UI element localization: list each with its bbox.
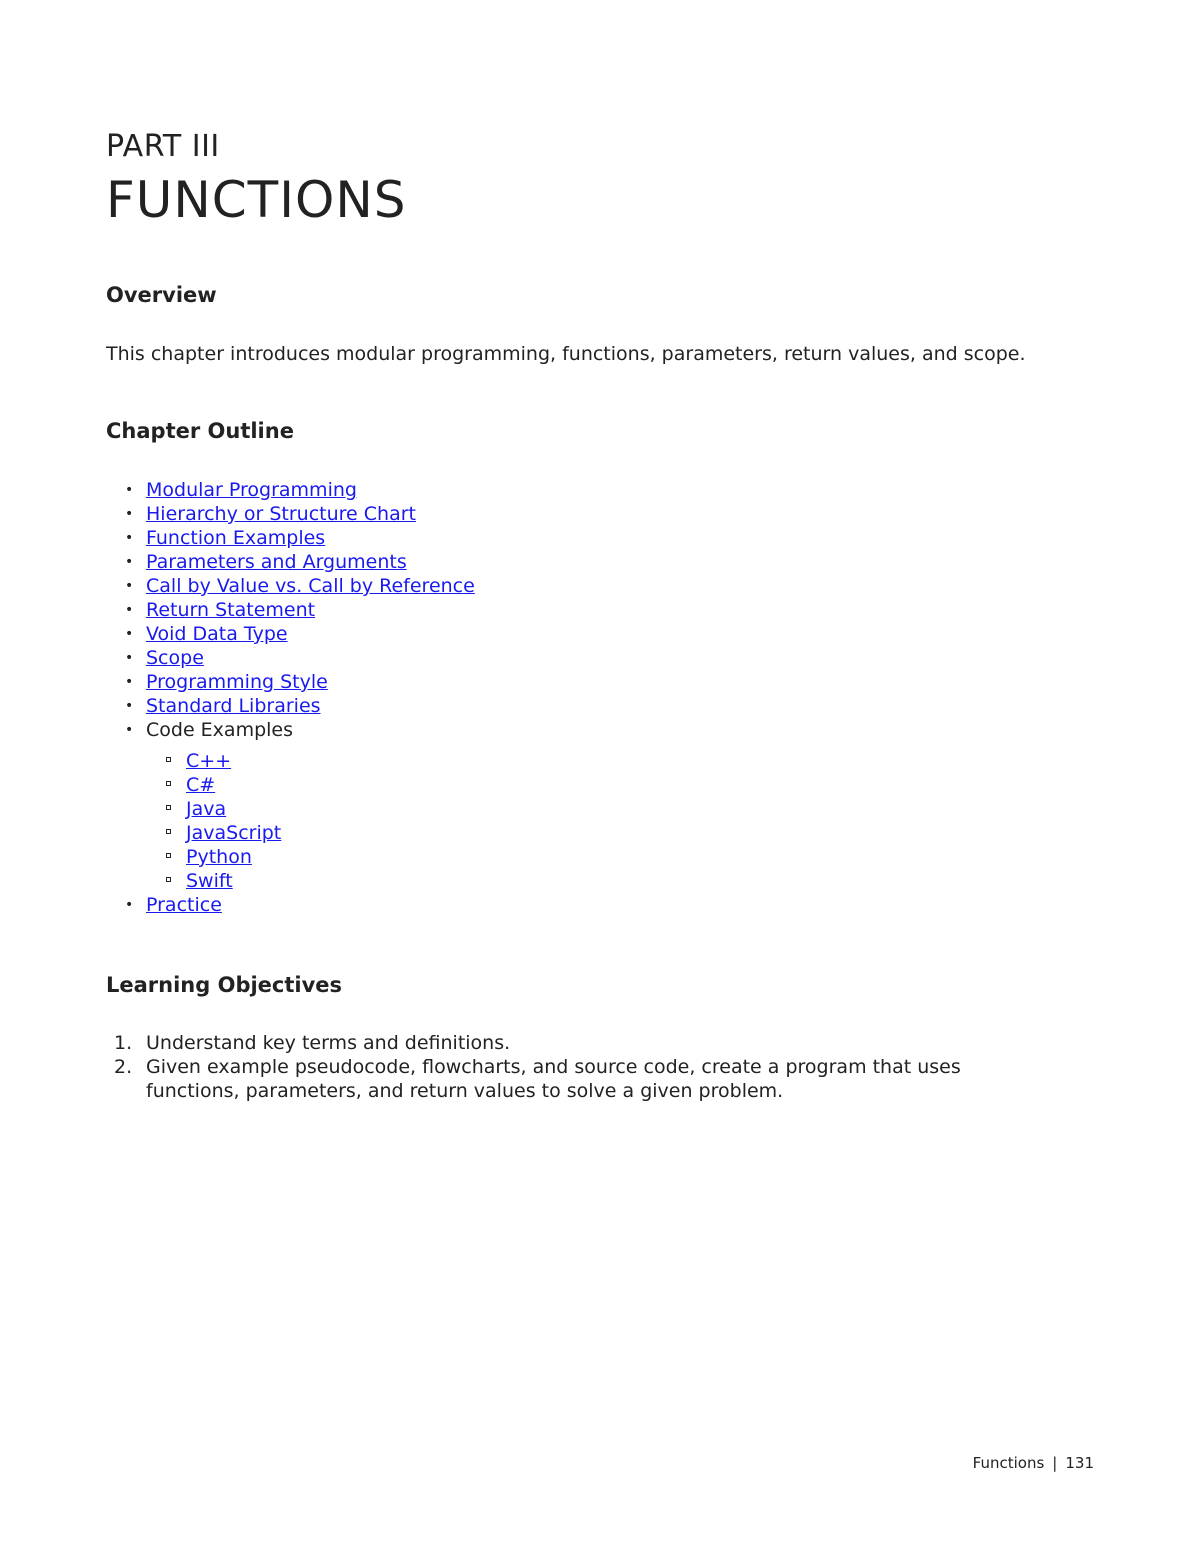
learning-objectives-list [106, 1031, 1006, 1103]
learning-objectives-heading: Learning Objectives [106, 973, 343, 997]
outline-item [106, 574, 475, 598]
sublist-item [146, 773, 475, 797]
objective-text: Given example pseudocode, flowcharts, and source code, create a program that uses functions, parameters, and return values to solve a given problem. [146, 1056, 961, 1102]
outline-link-return-statement[interactable]: Return Statement [146, 599, 316, 621]
code-example-link-python[interactable]: Python [186, 846, 252, 868]
square-bullet-icon [166, 829, 171, 834]
outline-link-standard-libraries[interactable]: Standard Libraries [146, 695, 321, 717]
objective-item [106, 1055, 1006, 1103]
sublist-item [146, 749, 475, 773]
code-example-link-swift[interactable]: Swift [186, 870, 233, 892]
bullet-icon: • [125, 698, 134, 714]
bullet-icon: • [125, 482, 134, 498]
objective-number: 2. [114, 1056, 133, 1078]
outline-link-programming-style[interactable]: Programming Style [146, 671, 328, 693]
code-example-link-javascript[interactable]: JavaScript [186, 822, 282, 844]
outline-item [106, 670, 475, 694]
page-number: 131 [1065, 1454, 1094, 1472]
bullet-icon: • [125, 626, 134, 642]
outline-item [106, 694, 475, 718]
bullet-icon: • [125, 602, 134, 618]
chapter-outline-heading: Chapter Outline [106, 419, 294, 443]
bullet-icon: • [125, 674, 134, 690]
outline-item [106, 478, 475, 502]
square-bullet-icon [166, 781, 171, 786]
bullet-icon: • [125, 650, 134, 666]
bullet-icon: • [125, 578, 134, 594]
outline-item [106, 622, 475, 646]
square-bullet-icon [166, 877, 171, 882]
overview-heading: Overview [106, 283, 217, 307]
outline-link-function-examples[interactable]: Function Examples [146, 527, 326, 549]
outline-link-void-data-type[interactable]: Void Data Type [146, 623, 288, 645]
part-title: FUNCTIONS [106, 171, 407, 229]
sublist-item [146, 869, 475, 893]
overview-text: This chapter introduces modular programming, functions, parameters, return values, and scope. [106, 343, 1026, 365]
outline-item [106, 598, 475, 622]
square-bullet-icon [166, 805, 171, 810]
outline-link-practice[interactable]: Practice [146, 894, 222, 916]
footer-separator: | [1052, 1454, 1058, 1472]
code-example-link-csharp[interactable]: C# [186, 774, 216, 796]
outline-link-parameters-arguments[interactable]: Parameters and Arguments [146, 551, 407, 573]
outline-link-call-by-value-reference[interactable]: Call by Value vs. Call by Reference [146, 575, 475, 597]
outline-link-modular-programming[interactable]: Modular Programming [146, 479, 357, 501]
outline-item [106, 550, 475, 574]
bullet-icon: • [125, 897, 134, 913]
part-label: PART III [106, 129, 220, 164]
outline-item [106, 502, 475, 526]
square-bullet-icon [166, 757, 171, 762]
square-bullet-icon [166, 853, 171, 858]
outline-item [106, 526, 475, 550]
objective-item [106, 1031, 1006, 1055]
footer-section-name: Functions [972, 1454, 1045, 1472]
outline-item-code-examples: Code Examples [146, 719, 294, 741]
outline-item [106, 718, 475, 893]
sublist-item [146, 797, 475, 821]
code-example-link-cpp[interactable]: C++ [186, 750, 232, 772]
sublist-item [146, 845, 475, 869]
objective-text: Understand key terms and definitions. [146, 1032, 511, 1054]
code-examples-sublist [146, 749, 475, 893]
outline-item [106, 646, 475, 670]
bullet-icon: • [125, 530, 134, 546]
chapter-outline-list [106, 478, 475, 917]
code-example-link-java[interactable]: Java [186, 798, 227, 820]
outline-link-hierarchy-chart[interactable]: Hierarchy or Structure Chart [146, 503, 416, 525]
outline-item [106, 893, 475, 917]
outline-link-scope[interactable]: Scope [146, 647, 204, 669]
objective-number: 1. [114, 1032, 133, 1054]
bullet-icon: • [125, 554, 134, 570]
sublist-item [146, 821, 475, 845]
bullet-icon: • [125, 722, 134, 738]
bullet-icon: • [125, 506, 134, 522]
page-footer [973, 1453, 1094, 1473]
